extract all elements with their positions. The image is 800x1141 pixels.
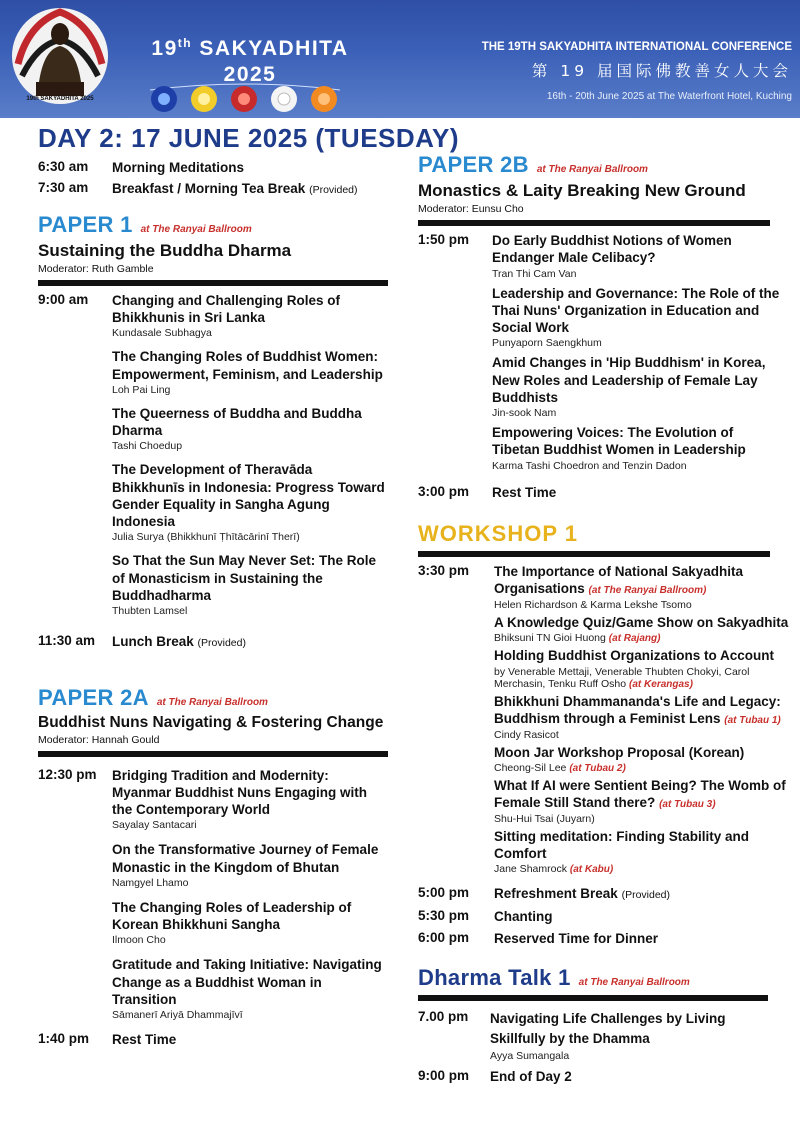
talk-entry (112, 348, 388, 396)
workshop-title: What If AI were Sentient Being? The Womb of Female Still Stand there? (494, 777, 786, 811)
workshop-venue: (at Tubau 1) (724, 714, 781, 726)
talk-title: Bridging Tradition and Modernity: Myanmar Buddhist Nuns Engaging with the Contemporary World (112, 767, 368, 818)
schedule-row (38, 1031, 388, 1048)
time-label: 6:30 am (38, 159, 89, 174)
sakyadhita-logo (8, 4, 112, 106)
dharma-section (418, 965, 790, 1001)
section-title: Buddhist Nuns Navigating & Fostering Change (38, 713, 384, 731)
conference-name-en: THE 19TH SAKYADHITA INTERNATIONAL CONFERENCE (481, 41, 792, 53)
conference-name-cn: 第 19 届国际佛教善女人大会 (531, 62, 792, 80)
section-name: PAPER 1 (38, 211, 133, 237)
workshop-section (418, 521, 790, 557)
speaker: Karma Tashi Choedron and Tenzin Dadon (492, 459, 687, 472)
workshop-title: Sitting meditation: Finding Stability and Comfort (494, 828, 749, 862)
speaker: Tran Thi Cam Van (492, 267, 577, 280)
schedule-item: Lunch Break (Provided) (112, 634, 246, 650)
time-label: 9:00 pm (418, 1067, 470, 1083)
talk-block (418, 563, 790, 876)
workshop-entry (494, 647, 790, 689)
day-title: DAY 2: 17 JUNE 2025 (TUESDAY) (38, 123, 460, 153)
talk-block (38, 767, 388, 1022)
talk-title: Navigating Life Challenges by Living Skillfully by the Dhamma (490, 1011, 726, 1046)
workshop-venue: (at Kabu) (569, 864, 614, 876)
svg-text:19th SAKYADHITA 2025: 19th SAKYADHITA 2025 (26, 96, 94, 102)
moderator: Moderator: Hannah Gould (38, 733, 160, 746)
talk-entry (112, 767, 388, 832)
talk-title: Changing and Challenging Roles of Bhikkhunis in Sri Lanka (112, 292, 340, 325)
paper2b-section (418, 152, 790, 226)
speaker: by Venerable Mettaji, Venerable Thubten Chokyi, Carol Merchasin, Tenku Ruff Osho (494, 665, 750, 690)
speaker: Sayalay Santacari (112, 819, 197, 832)
speaker: Ayya Sumangala (490, 1049, 570, 1062)
schedule-row (418, 484, 790, 501)
talk-title: Amid Changes in 'Hip Buddhism' in Korea, New Roles and Leadership of Female Lay Buddhists (492, 355, 766, 405)
workshop-entry (494, 744, 790, 774)
speaker: Julia Surya (Bhikkhunī Ṭhītācārinī Therī) (112, 531, 300, 544)
schedule-row (38, 159, 388, 176)
speaker: Jane Shamrock (494, 863, 567, 876)
time-label: 5:00 pm (418, 885, 470, 901)
time-label: 1:40 pm (38, 1031, 90, 1047)
talk-title: Empowering Voices: The Evolution of Tibetan Buddhist Women in Leadership (492, 425, 746, 458)
section-divider (418, 551, 770, 557)
talk-block (418, 232, 790, 472)
workshop-venue: (at Tubau 2) (569, 762, 626, 774)
workshop-venue: (at Kerangas) (629, 678, 693, 690)
workshop-title: A Knowledge Quiz/Game Show on Sakyadhita (494, 614, 789, 630)
talk-title: On the Transformative Journey of Female Monastic in the Kingdom of Bhutan (112, 842, 379, 875)
speaker: Helen Richardson & Karma Lekshe Tsomo (494, 598, 692, 611)
talk-entry (112, 956, 388, 1021)
talk-title: So That the Sun May Never Set: The Role of Monasticism in Sustaining the Buddhadharma (112, 553, 377, 603)
section-name: PAPER 2B (418, 152, 529, 177)
moderator: Moderator: Eunsu Cho (418, 203, 524, 215)
speaker: Namgyel Lhamo (112, 876, 189, 889)
header-banner (0, 0, 800, 118)
section-venue: at The Ranyai Ballroom (140, 223, 252, 235)
workshop-title: Holding Buddhist Organizations to Account (494, 648, 774, 664)
paper1-section (38, 212, 388, 286)
speaker: Jin-sook Nam (492, 407, 557, 420)
section-name: WORKSHOP 1 (418, 520, 578, 546)
schedule-row (418, 885, 790, 902)
talk-title: The Development of Theravāda Bhikkhunīs in Indonesia: Progress Toward Gender Equality in Sangha Agung Indonesia (112, 462, 385, 530)
conference-dates: 16th - 20th June 2025 at The Waterfront Hotel, Kuching (546, 91, 792, 102)
section-title: Monastics & Laity Breaking New Ground (418, 181, 746, 200)
workshop-entry (494, 828, 790, 876)
talk-entry (492, 424, 782, 472)
time-label: 3:00 pm (418, 483, 470, 499)
workshop-title: Moon Jar Workshop Proposal (Korean) (494, 744, 745, 760)
right-column (418, 152, 790, 1085)
time-label: 7.00 pm (418, 1009, 469, 1025)
schedule-item: Chanting (494, 908, 553, 924)
speaker: Loh Pai Ling (112, 383, 171, 396)
section-divider (38, 280, 388, 286)
time-label: 3:30 pm (418, 562, 470, 578)
section-divider (38, 751, 388, 757)
time-label: 9:00 am (38, 291, 89, 307)
schedule-item: Refreshment Break (Provided) (494, 886, 671, 902)
paper2a-section (38, 685, 388, 757)
schedule-row (418, 1068, 790, 1085)
flower-decoration (150, 82, 340, 112)
schedule-row (38, 633, 388, 650)
workshop-venue: (at Tubau 3) (659, 799, 716, 811)
workshop-entry (494, 693, 790, 741)
speaker: Cheong-Sil Lee (494, 761, 567, 774)
talk-entry (112, 841, 388, 889)
workshop-title: Bhikkhuni Dhammananda's Life and Legacy: Buddhism through a Feminist Lens (494, 693, 781, 726)
talk-title: Gratitude and Taking Initiative: Navigating Change as a Buddhist Woman in Transition (112, 957, 382, 1007)
talk-title: The Changing Roles of Buddhist Women: Empowerment, Feminism, and Leadership (112, 349, 383, 382)
speaker: Ilmoon Cho (112, 934, 166, 947)
talk-block (418, 1009, 790, 1061)
schedule-item: Breakfast / Morning Tea Break (Provided) (112, 181, 358, 197)
talk-title: The Queerness of Buddha and Buddha Dharma (112, 405, 362, 439)
talk-title: Leadership and Governance: The Role of the Thai Nuns' Organization in Education and Social Work (492, 285, 780, 336)
talk-entry (492, 285, 782, 350)
left-column (38, 159, 388, 1049)
schedule-item: Rest Time (492, 484, 557, 500)
moderator: Moderator: Ruth Gamble (38, 262, 154, 275)
workshop-entry (494, 777, 790, 825)
section-venue: at The Ranyai Ballroom (156, 696, 268, 708)
section-divider (418, 995, 768, 1001)
talk-entry (492, 232, 782, 280)
speaker: Thubten Lamsel (112, 605, 188, 618)
time-label: 7:30 am (38, 180, 89, 196)
talk-entry (112, 552, 388, 617)
workshop-title: The Importance of National Sakyadhita Organisations (494, 563, 744, 597)
time-label: 12:30 pm (38, 766, 97, 782)
section-name: Dharma Talk 1 (418, 965, 571, 991)
speaker: Tashi Choedup (112, 440, 183, 453)
schedule-item: Morning Meditations (112, 160, 244, 175)
banner-title: 19th SAKYADHITA 2025 (151, 36, 349, 87)
talk-entry (112, 405, 388, 453)
speaker: Shu-Hui Tsai (Juyarn) (494, 812, 595, 825)
talk-entry (112, 899, 388, 947)
speaker: Sāmanerī Ariyā Dhammajīvī (112, 1009, 243, 1022)
workshop-entry (494, 614, 790, 644)
workshop-venue: (at Rajang) (608, 633, 661, 645)
workshop-venue: (at The Ranyai Ballroom) (588, 585, 707, 597)
workshop-entry (494, 563, 790, 611)
section-title: Sustaining the Buddha Dharma (38, 240, 292, 260)
speaker: Kundasale Subhagya (112, 327, 212, 340)
section-divider (418, 220, 770, 226)
section-venue: at The Ranyai Ballroom (578, 977, 690, 989)
section-name: PAPER 2A (38, 684, 149, 710)
schedule-row (38, 180, 388, 197)
schedule-item: End of Day 2 (490, 1068, 572, 1084)
time-label: 5:30 pm (418, 907, 470, 923)
talk-title: Do Early Buddhist Notions of Women Endanger Male Celibacy? (492, 233, 732, 266)
time-label: 6:00 pm (418, 930, 470, 946)
talk-entry (112, 292, 388, 340)
talk-title: The Changing Roles of Leadership of Korean Bhikkhuni Sangha (112, 899, 352, 933)
schedule-row (418, 908, 790, 925)
time-label: 1:50 pm (418, 232, 470, 247)
speaker: Bhiksuni TN Gioi Huong (494, 632, 606, 645)
time-label: 11:30 am (38, 633, 96, 649)
talk-entry (112, 461, 388, 543)
talk-block (38, 292, 388, 617)
schedule-item: Reserved Time for Dinner (494, 931, 659, 947)
speaker: Punyaporn Saengkhum (492, 337, 602, 350)
schedule-item: Rest Time (112, 1032, 177, 1048)
speaker: Cindy Rasicot (494, 728, 559, 741)
talk-entry (492, 354, 782, 419)
schedule-row (418, 930, 790, 947)
section-venue: at The Ranyai Ballroom (536, 164, 648, 175)
